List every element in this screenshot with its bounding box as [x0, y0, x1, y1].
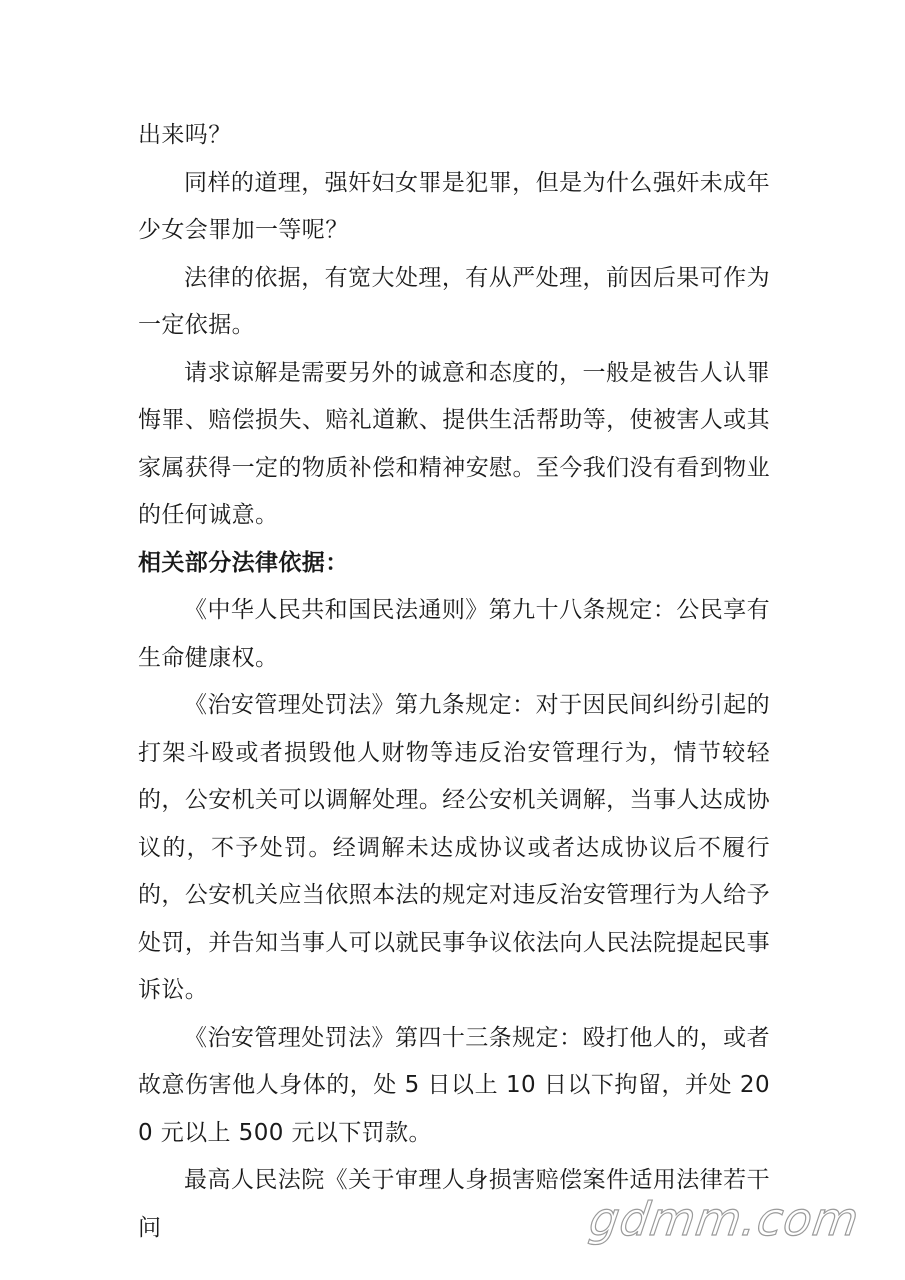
paragraph: 法律的依据，有宽大处理，有从严处理，前因后果可作为一定依据。: [138, 264, 770, 338]
section-heading: 相关部分法律依据：: [138, 549, 349, 576]
paragraph: 《治安管理处罚法》第九条规定：对于因民间纠纷引起的打架斗殴或者损毁他人财物等违反治安管理行为，情节较轻的，公安机关可以调解处理。经公安机关调解，当事人达成协议的，不予处罚。经调解未达成协议或者达成协议后不履行的，公安机关应当依照本法的规定对违反治安管理行为人给予处罚，并告知当事人可以就民事争议依法向人民法院提起民事诉讼。: [138, 692, 770, 1003]
document-body: [138, 112, 770, 1252]
paragraph: 最高人民法院《关于审理人身损害赔偿案件适用法律若干问: [138, 1167, 770, 1241]
paragraph: 《中华人民共和国民法通则》第九十八条规定：公民享有生命健康权。: [138, 597, 770, 671]
paragraph: 《治安管理处罚法》第四十三条规定：殴打他人的，或者故意伤害他人身体的，处 5 日以上 10 日以下拘留，并处 200 元以上 500 元以下罚款。: [138, 1024, 770, 1146]
paragraph: 同样的道理，强奸妇女罪是犯罪，但是为什么强奸未成年少女会罪加一等呢？: [138, 169, 770, 243]
watermark-logo: gdmm.com: [586, 1192, 863, 1246]
paragraph: 请求谅解是需要另外的诚意和态度的，一般是被告人认罪悔罪、赔偿损失、赔礼道歉、提供生活帮助等，使被害人或其家属获得一定的物质补偿和精神安慰。至今我们没有看到物业的任何诚意。: [138, 359, 770, 528]
paragraph-continuation: 出来吗？: [138, 122, 232, 148]
